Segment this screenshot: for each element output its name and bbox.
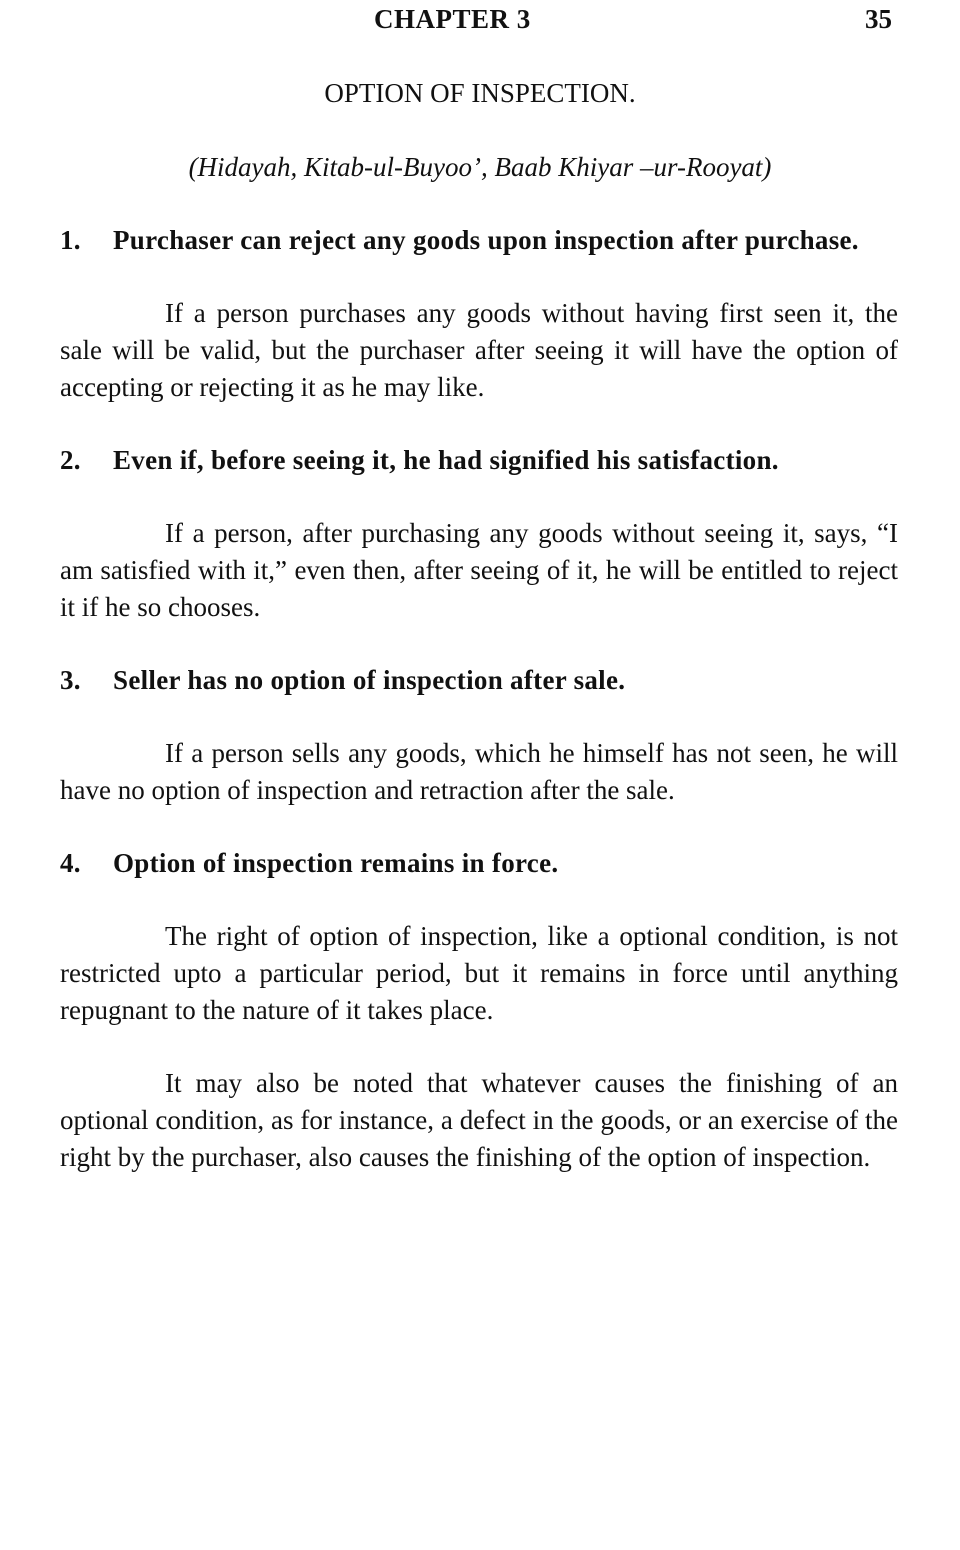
page-number: 35 [865,4,892,34]
rule-paragraph: If a person purchases any goods without having first seen it, the sale will be valid, but the purchaser after seeing it will have the option of accepting or rejecting it as he may like. [60,298,898,402]
rule-heading-3 [60,662,898,699]
rule-title: Purchaser can reject any goods upon inspection after purchase. [113,225,859,255]
rule-paragraph: The right of option of inspection, like a optional condition, is not restricted upto a particular period, but it remains in force until anything repugnant to the nature of it takes place. [60,921,898,1025]
rule-heading-1 [60,222,898,259]
rule-heading-2 [60,442,898,479]
rule-number: 3. [60,665,81,695]
rule-heading-4 [60,845,898,882]
rule-paragraph: It may also be noted that whatever causes the finishing of an optional condition, as for instance, a defect in the goods, or an exercise of the right by the purchaser, also causes the finishing of the option of inspection. [60,1068,898,1172]
running-header [0,4,960,40]
page-body [60,222,898,1176]
rule-title: Even if, before seeing it, he had signified his satisfaction. [113,445,779,475]
rule-paragraph: If a person sells any goods, which he himself has not seen, he will have no option of inspection and retraction after the sale. [60,738,898,805]
source-citation: (Hidayah, Kitab-ul-Buyoo’, Baab Khiyar –ur-Rooyat) [188,152,772,182]
rule-number: 4. [60,848,81,878]
rule-number: 1. [60,225,81,255]
rule-paragraph: If a person, after purchasing any goods without seeing it, says, “I am satisfied with it,” even then, after seeing of it, he will be entitled to reject it if he so chooses. [60,518,898,622]
chapter-label: CHAPTER 3 [374,4,531,34]
rule-title: Option of inspection remains in force. [113,848,559,878]
rule-number: 2. [60,445,81,475]
rule-title: Seller has no option of inspection after sale. [113,665,626,695]
chapter-title: OPTION OF INSPECTION. [324,78,636,108]
